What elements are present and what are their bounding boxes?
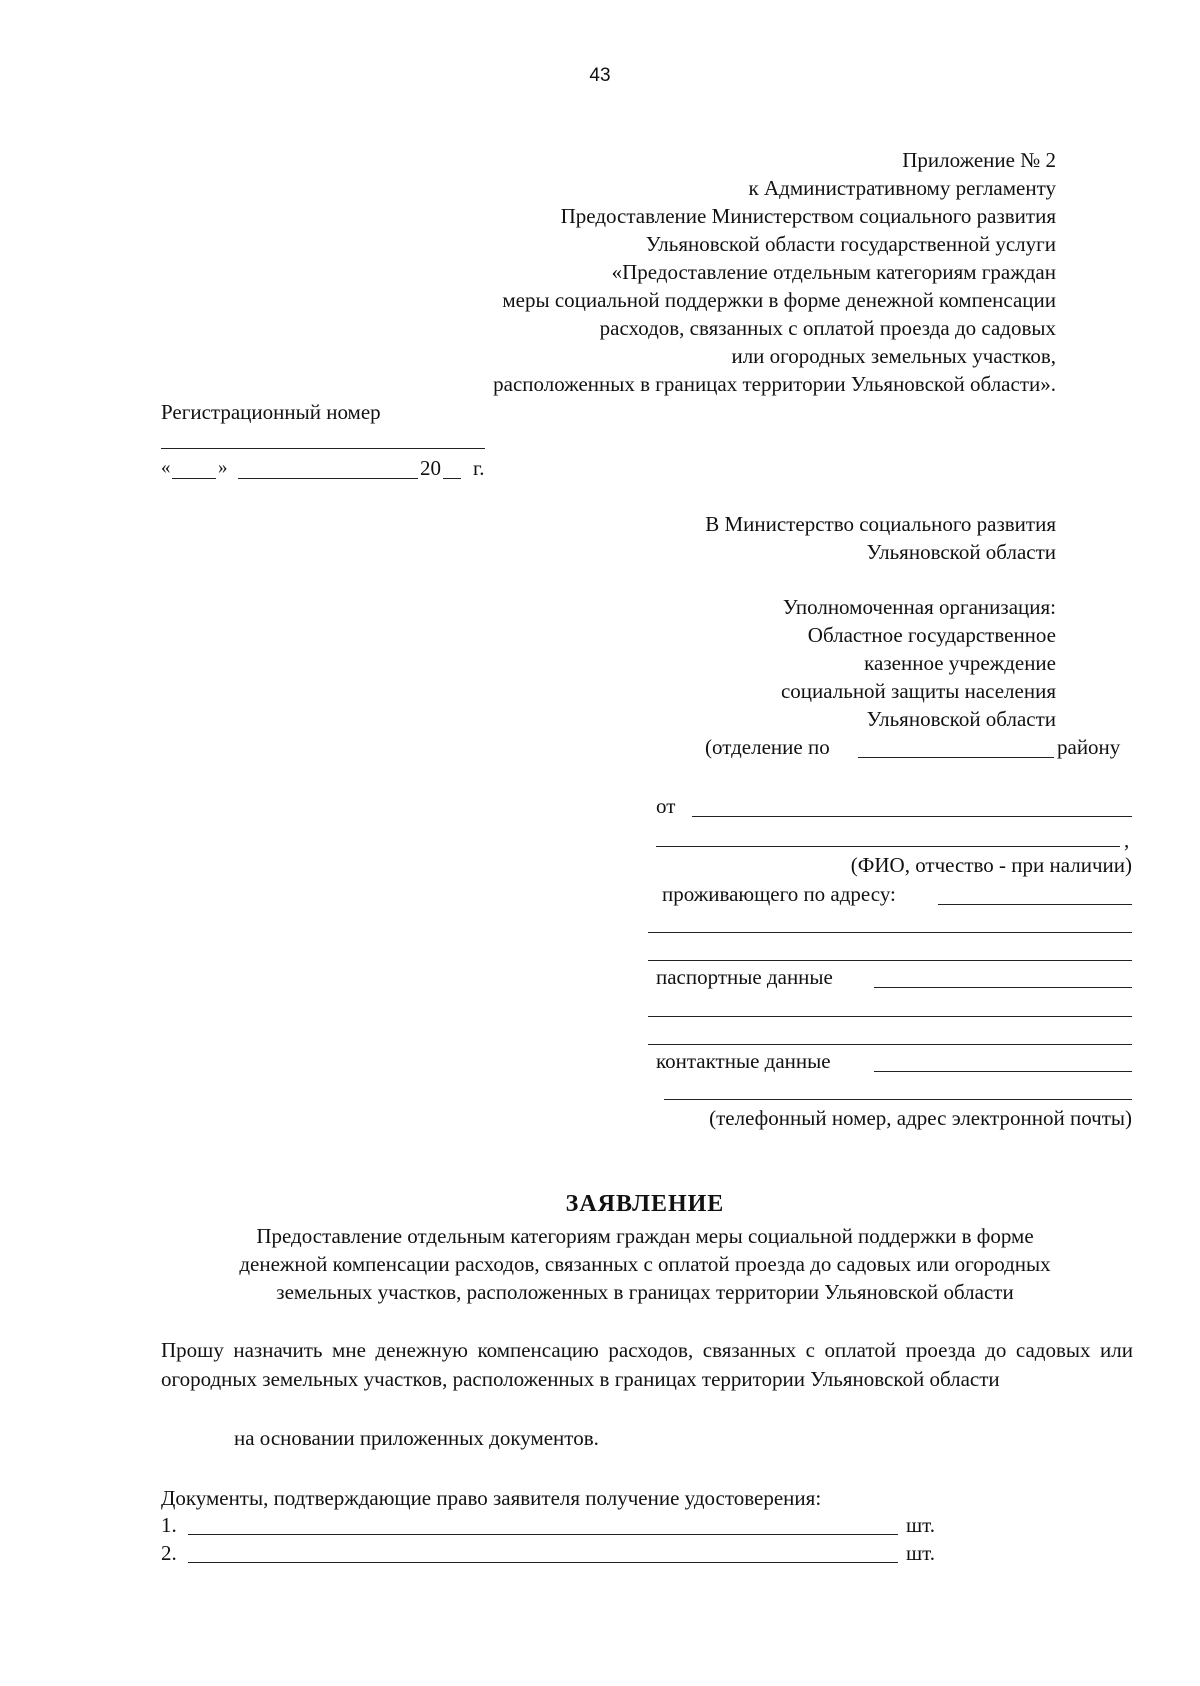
- statement-subtitle-line: денежной компенсации расходов, связанных с оплатой проезда до садовых или огородных: [239, 1252, 1051, 1276]
- address-field-3[interactable]: [648, 960, 1132, 961]
- organization-line: социальной защиты населения: [780, 679, 1056, 703]
- address-field-2[interactable]: [648, 932, 1132, 933]
- document-item-unit: шт.: [906, 1541, 936, 1565]
- page-number: 43: [589, 65, 611, 86]
- date-year-suffix: г.: [473, 456, 485, 480]
- address-label: проживающего по адресу:: [662, 882, 896, 906]
- passport-field-3[interactable]: [648, 1044, 1132, 1045]
- appendix-line: «Предоставление отдельным категориям граждан: [611, 260, 1056, 284]
- organization-line: Областное государственное: [807, 623, 1056, 647]
- request-paragraph: Прошу назначить мне денежную компенсацию расходов, связанных с оплатой проезда до садовых или огородных земельных участков, расположенных в границах территории Ульяновской области: [161, 1338, 1133, 1391]
- date-year-prefix: 20: [420, 456, 441, 480]
- appendix-line: меры социальной поддержки в форме денежной компенсации: [502, 288, 1056, 312]
- document-item-field[interactable]: [188, 1534, 898, 1535]
- date-open-quote: «: [161, 457, 171, 478]
- organization-line: Ульяновской области: [866, 707, 1056, 731]
- appendix-line: Предоставление Министерством социального развития: [560, 204, 1056, 228]
- comma: ,: [1124, 828, 1130, 852]
- contact-label: контактные данные: [656, 1049, 831, 1073]
- branch-suffix: району: [1057, 735, 1121, 759]
- document-item-number: 2.: [161, 1541, 177, 1565]
- appendix-line: расходов, связанных с оплатой проезда до садовых: [599, 316, 1056, 340]
- passport-field-2[interactable]: [648, 1016, 1132, 1017]
- statement-subtitle-line: Предоставление отдельным категориям граждан меры социальной поддержки в форме: [256, 1224, 1034, 1248]
- basis-text: на основании приложенных документов.: [234, 1426, 599, 1450]
- date-close-quote: »: [218, 457, 228, 478]
- document-item-number: 1.: [161, 1513, 177, 1537]
- appendix-line: Ульяновской области государственной услуги: [645, 232, 1056, 256]
- applicant-name-field-2[interactable]: [656, 846, 1120, 847]
- organization-line: казенное учреждение: [864, 651, 1056, 675]
- appendix-line: или огородных земельных участков,: [731, 344, 1056, 368]
- document-item-field[interactable]: [188, 1562, 898, 1563]
- recipient-line: Ульяновской области: [866, 540, 1056, 564]
- applicant-name-field[interactable]: [692, 816, 1132, 817]
- registration-number-field[interactable]: [161, 448, 485, 449]
- contact-hint: (телефонный номер, адрес электронной почты): [709, 1106, 1132, 1130]
- contact-field-2[interactable]: [664, 1099, 1132, 1100]
- document-item-unit: шт.: [906, 1513, 936, 1537]
- passport-label: паспортные данные: [656, 965, 833, 989]
- appendix-line: Приложение № 2: [902, 148, 1056, 172]
- branch-district-field[interactable]: [858, 757, 1054, 758]
- date-day-field[interactable]: [172, 478, 216, 479]
- documents-heading: Документы, подтверждающие право заявителя получение удостоверения:: [161, 1486, 822, 1510]
- recipient-line: В Министерство социального развития: [705, 512, 1056, 536]
- registration-label: Регистрационный номер: [161, 400, 381, 424]
- address-field[interactable]: [938, 904, 1132, 905]
- organization-line: Уполномоченная организация:: [782, 595, 1056, 619]
- branch-prefix: (отделение по: [705, 735, 830, 759]
- appendix-line: к Административному регламенту: [748, 176, 1056, 200]
- date-year-field[interactable]: [443, 478, 461, 479]
- statement-subtitle-line: земельных участков, расположенных в границах территории Ульяновской области: [276, 1280, 1014, 1304]
- fio-hint: (ФИО, отчество - при наличии): [850, 853, 1132, 877]
- passport-field[interactable]: [874, 987, 1132, 988]
- appendix-line: расположенных в границах территории Ульяновской области».: [493, 372, 1056, 396]
- statement-title: ЗАЯВЛЕНИЕ: [565, 1191, 725, 1217]
- contact-field[interactable]: [874, 1071, 1132, 1072]
- date-month-field[interactable]: [238, 478, 418, 479]
- from-label: от: [656, 794, 676, 818]
